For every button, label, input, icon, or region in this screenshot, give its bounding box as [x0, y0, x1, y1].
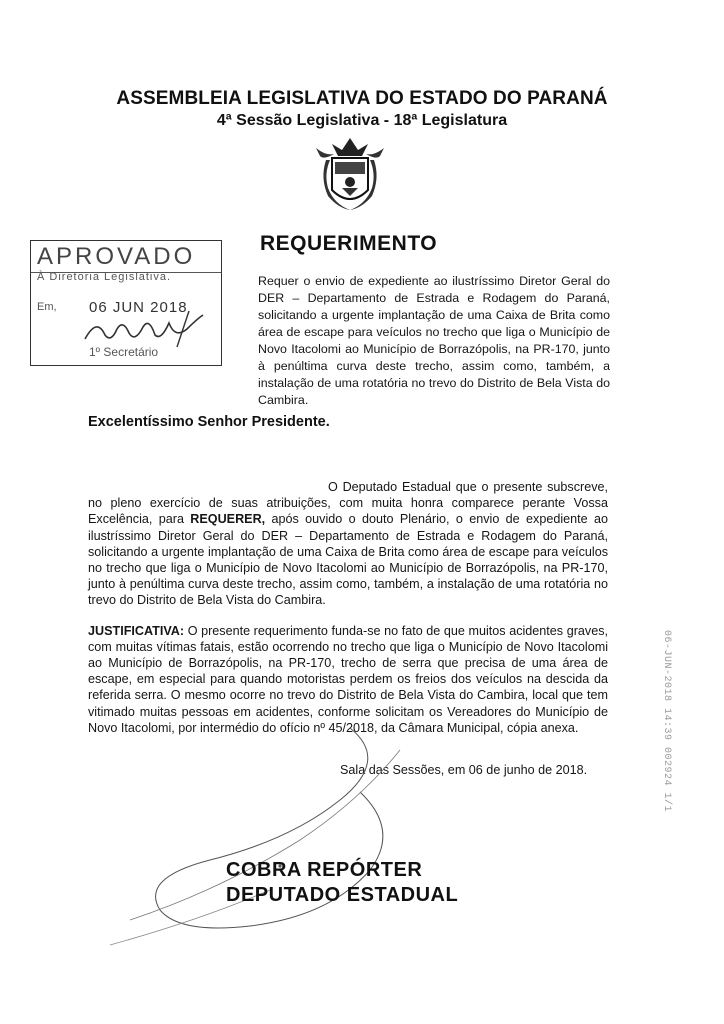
request-summary: Requer o envio de expediente ao ilustríssimo Diretor Geral do DER – Departamento de Estrada e Rodagem do Paraná, solicitando a urgente implantação de uma Caixa de Brita como área de escape para veículos no trecho que liga o Município de Novo Itacolomi ao Município de Borrazópolis, na PR-170, junto à penúltima curva deste trecho, assim como, também, a instalação de uma rotatória no trevo do Distrito de Bela Vista do Cambira.: [258, 274, 610, 407]
secretary-signature: [77, 309, 217, 349]
body-keyword: REQUERER,: [190, 512, 266, 527]
session-subtitle: 4ª Sessão Legislativa - 18ª Legislatura: [216, 112, 508, 129]
deputy-role: DEPUTADO ESTADUAL: [226, 884, 459, 906]
stamp-title: APROVADO: [37, 243, 196, 270]
deputy-signature: [100, 720, 423, 950]
request-body: [88, 479, 608, 736]
document-heading: REQUERIMENTO: [260, 232, 438, 255]
justification-label: JUSTIFICATIVA:: [88, 623, 185, 638]
stamp-em-label: Em,: [37, 301, 57, 313]
protocol-stamp: [660, 630, 674, 930]
justification-text: O presente requerimento funda-se no fato de que muitos acidentes graves, com muitas vítimas fatais, estão ocorrendo no trecho que liga o Município de Novo Itacolomi ao Município de Borrazópolis, na PR-170, trecho de serra que precisa de uma área de escape, em especial para quando motoristas perdem os freios dos veículos na descida da referida serra. O mesmo ocorre no trevo do Distrito de Bela Vista do Cambira, local que tem vitimado muitas pessoas em acidentes, conforme solicitam os Vereadores do Município de Novo Itacolomi, por intermédio do ofício nº 45/2018, da Câmara Municipal, cópia anexa.: [88, 623, 608, 735]
stamp-secretary: 1º Secretário: [89, 345, 159, 359]
stamp-directorate: À Diretoria Legislativa.: [37, 271, 172, 283]
stamp-date: 06 JUN 2018: [89, 299, 188, 316]
deputy-name: COBRA REPÓRTER: [226, 859, 423, 881]
approval-stamp: [30, 240, 222, 366]
request-paragraph: [88, 479, 608, 609]
assembly-title: ASSEMBLEIA LEGISLATIVA DO ESTADO DO PARANÁ: [116, 88, 608, 109]
parana-coat-of-arms-icon: [312, 134, 388, 216]
session-date-line: Sala das Sessões, em 06 de junho de 2018.: [340, 763, 588, 777]
salutation: Excelentíssimo Senhor Presidente.: [88, 414, 330, 430]
protocol-stamp-text: 06-JUN-2018 14:39 002924 1/1: [661, 630, 672, 813]
body-text-before: O Deputado Estadual que o presente subscreve, no pleno exercício de suas atribuições, com muita honra comparece perante Vossa Excelência, para: [88, 480, 608, 527]
body-text-after: após ouvido o douto Plenário, o envio de expediente ao ilustríssimo Diretor Geral do DER – Departamento de Estrada e Rodagem do Paraná, solicitando a urgente implantação de uma Caixa de Brita como área de escape para veículos no trecho que liga o Município de Novo Itacolomi ao Município de Borrazópolis, na PR-170, junto à penúltima curva deste trecho, assim como, também, a instalação de uma rotatória no trevo do Distrito de Bela Vista do Cambira.: [88, 512, 608, 608]
